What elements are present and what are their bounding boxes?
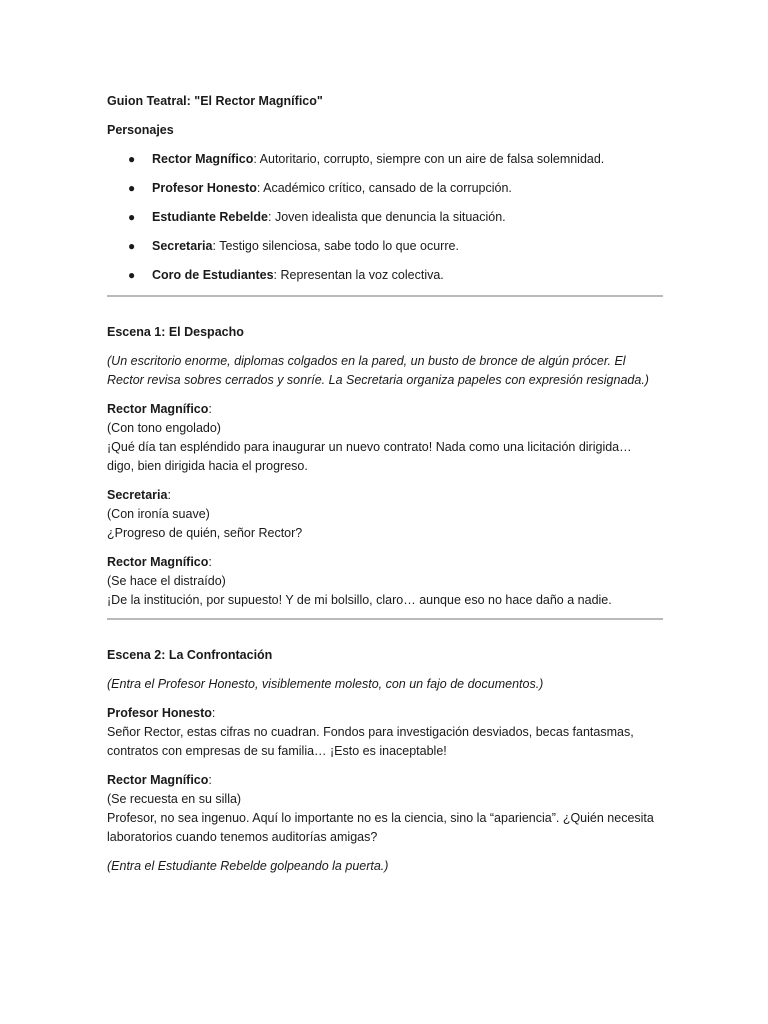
scene-2-stage-direction-outro: (Entra el Estudiante Rebelde golpeando la puerta.) bbox=[107, 859, 389, 873]
speaker-line bbox=[107, 486, 663, 505]
speaker-line bbox=[107, 553, 663, 572]
dialogue-line: digo, bien dirigida hacia el progreso. bbox=[107, 459, 308, 473]
stage-direction-line: Rector revisa sobres cerrados y sonríe. La Secretaria organiza papeles con expresión resignada.) bbox=[107, 373, 649, 387]
document-page bbox=[107, 92, 663, 876]
bullet-icon: ● bbox=[128, 268, 136, 282]
speaker-line bbox=[107, 400, 663, 419]
spacer bbox=[107, 610, 663, 618]
bullet-icon: ● bbox=[128, 239, 136, 253]
speaker-name: Rector Magnífico bbox=[107, 773, 209, 787]
character-name: Profesor Honesto bbox=[152, 181, 257, 195]
dialogue-line: (Se hace el distraído) bbox=[107, 574, 226, 588]
character-item bbox=[107, 237, 663, 256]
character-name: Coro de Estudiantes bbox=[152, 268, 274, 282]
speaker-name: Profesor Honesto bbox=[107, 706, 212, 720]
spacer bbox=[107, 390, 663, 400]
character-item bbox=[107, 266, 663, 285]
character-description: : Académico crítico, cansado de la corrupción. bbox=[256, 181, 512, 195]
dialogue-block bbox=[107, 553, 663, 610]
scene-1-stage-direction bbox=[107, 352, 663, 390]
dialogue-block bbox=[107, 771, 663, 847]
dialogue-line: ¿Progreso de quién, señor Rector? bbox=[107, 526, 303, 540]
spacer bbox=[107, 665, 663, 675]
dialogue-line: Profesor, no sea ingenuo. Aquí lo importante no es la ciencia, sino la “apariencia”. ¿Quién necesita bbox=[107, 811, 654, 825]
speaker-colon: : bbox=[167, 488, 171, 502]
speaker-line bbox=[107, 771, 663, 790]
dialogue-line: contratos con empresas de su familia… ¡Esto es inaceptable! bbox=[107, 744, 447, 758]
character-description: : Joven idealista que denuncia la situación. bbox=[268, 210, 506, 224]
dialogue-line: ¡De la institución, por supuesto! Y de mi bolsillo, claro… aunque eso no hace daño a nadie. bbox=[107, 593, 612, 607]
speaker-name: Secretaria bbox=[107, 488, 168, 502]
spacer bbox=[107, 761, 663, 771]
character-description: : Testigo silenciosa, sabe todo lo que ocurre. bbox=[212, 239, 459, 253]
scene-1-heading: Escena 1: El Despacho bbox=[107, 325, 244, 339]
character-description: : Autoritario, corrupto, siempre con un aire de falsa solemnidad. bbox=[253, 152, 605, 166]
character-item bbox=[107, 150, 663, 169]
scene-2-stage-direction: (Entra el Profesor Honesto, visiblemente molesto, con un fajo de documentos.) bbox=[107, 677, 544, 691]
bullet-icon: ● bbox=[128, 152, 136, 166]
spacer bbox=[107, 620, 663, 646]
spacer bbox=[107, 476, 663, 486]
dialogue-line: ¡Qué día tan espléndido para inaugurar un nuevo contrato! Nada como una licitación dirigida… bbox=[107, 440, 632, 454]
characters-heading: Personajes bbox=[107, 123, 174, 137]
dialogue-line: laboratorios cuando tenemos auditorías amigas? bbox=[107, 830, 378, 844]
spacer bbox=[107, 342, 663, 352]
dialogue-block bbox=[107, 400, 663, 476]
dialogue-line: Señor Rector, estas cifras no cuadran. Fondos para investigación desviados, becas fantasmas, bbox=[107, 725, 634, 739]
character-name: Estudiante Rebelde bbox=[152, 210, 268, 224]
bullet-icon: ● bbox=[128, 181, 136, 195]
spacer bbox=[107, 543, 663, 553]
stage-direction-line: (Un escritorio enorme, diplomas colgados en la pared, un busto de bronce de algún prócer. El bbox=[107, 354, 626, 368]
spacer bbox=[107, 297, 663, 323]
spacer bbox=[107, 111, 663, 121]
scene-2-heading: Escena 2: La Confrontación bbox=[107, 648, 273, 662]
characters-list bbox=[107, 150, 663, 285]
character-item bbox=[107, 208, 663, 227]
document-title: Guion Teatral: "El Rector Magnífico" bbox=[107, 94, 323, 108]
dialogue-block bbox=[107, 486, 663, 543]
speaker-colon: : bbox=[208, 402, 212, 416]
dialogue-line: (Se recuesta en su silla) bbox=[107, 792, 242, 806]
speaker-colon: : bbox=[208, 555, 212, 569]
spacer bbox=[107, 140, 663, 150]
speaker-colon: : bbox=[208, 773, 212, 787]
character-description: : Representan la voz colectiva. bbox=[273, 268, 444, 282]
dialogue-line: (Con ironía suave) bbox=[107, 507, 210, 521]
dialogue-line: (Con tono engolado) bbox=[107, 421, 221, 435]
bullet-icon: ● bbox=[128, 210, 136, 224]
speaker-name: Rector Magnífico bbox=[107, 555, 209, 569]
speaker-name: Rector Magnífico bbox=[107, 402, 209, 416]
spacer bbox=[107, 847, 663, 857]
character-name: Rector Magnífico bbox=[152, 152, 254, 166]
dialogue-block bbox=[107, 704, 663, 761]
character-name: Secretaria bbox=[152, 239, 213, 253]
speaker-colon: : bbox=[211, 706, 216, 720]
character-item bbox=[107, 179, 663, 198]
speaker-line bbox=[107, 704, 663, 723]
spacer bbox=[107, 694, 663, 704]
